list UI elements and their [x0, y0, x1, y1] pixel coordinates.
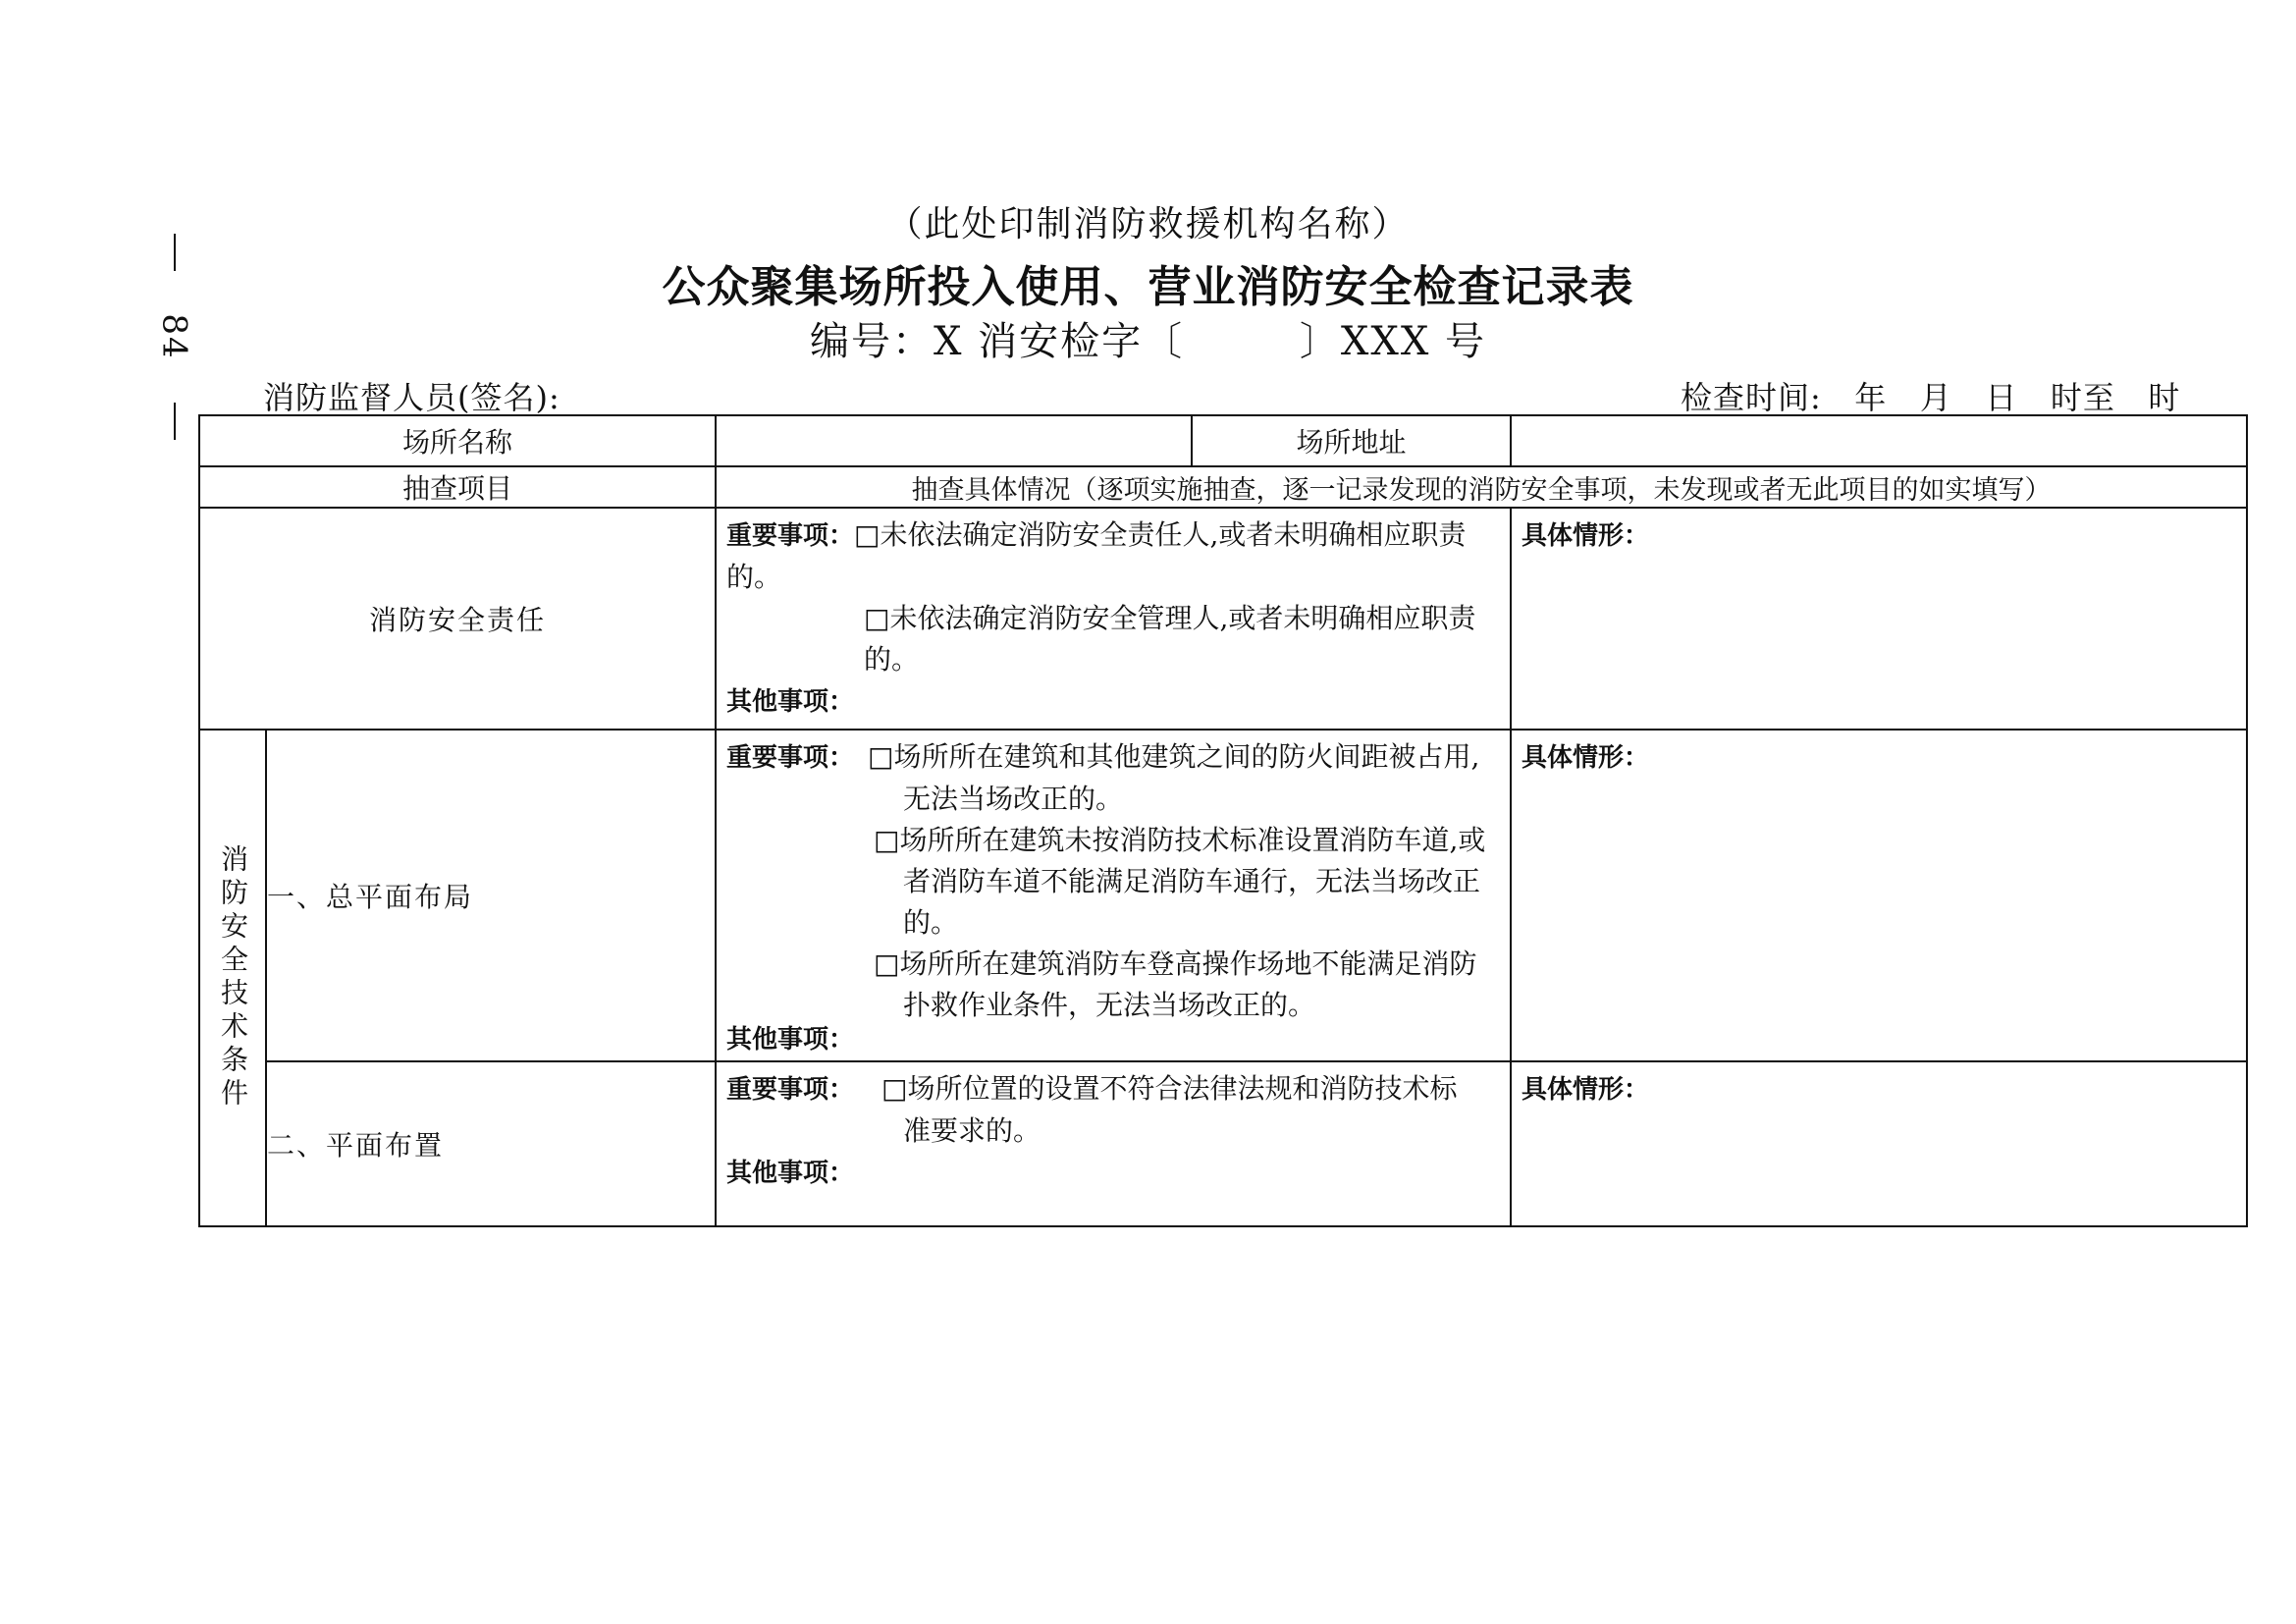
site-layout-findings-cell[interactable] [716, 730, 1511, 1061]
inspection-record-table [198, 414, 2248, 1227]
tech-group-label: 消防安全技术条件 [217, 844, 249, 1111]
floor-plan-specific-cell[interactable] [1511, 1061, 2247, 1226]
checkbox-item-cont: 的。 [903, 906, 959, 939]
check-time-label: 检查时间: 年 月 日 时至 时 [1681, 379, 2181, 416]
inspector-signature-label: 消防监督人员(签名): [263, 379, 561, 416]
page-number: 84 [154, 313, 194, 360]
checkbox-item[interactable]: □场所所在建筑未按消防技术标准设置消防车道,或 [874, 824, 1486, 856]
checkbox-item-cont: 无法当场改正的。 [903, 783, 1124, 815]
venue-name-label: 场所名称 [199, 415, 716, 466]
section-name-site-layout: 一、总平面布局 [266, 730, 716, 1061]
check-item-header: 抽查项目 [199, 466, 716, 508]
responsibility-findings-cell[interactable] [716, 508, 1511, 730]
venue-address-label: 场所地址 [1192, 415, 1511, 466]
section-name-responsibility: 消防安全责任 [199, 508, 716, 730]
checkbox-item[interactable]: □场所位置的设置不符合法律法规和消防技术标 [881, 1072, 1458, 1105]
venue-name-field[interactable] [716, 415, 1192, 466]
floor-plan-findings-cell[interactable] [716, 1061, 1511, 1226]
column-header-row [199, 466, 2247, 508]
checkbox-item-cont: 准要求的。 [903, 1114, 1041, 1147]
form-title: 公众聚集场所投入使用、营业消防安全检查记录表 [662, 262, 1634, 312]
section-row-site-layout [199, 730, 2247, 1061]
responsibility-specific-cell[interactable] [1511, 508, 2247, 730]
checkbox-item[interactable]: □未依法确定消防安全管理人,或者未明确相应职责的。 [864, 602, 1476, 676]
tech-group-cell [199, 730, 266, 1226]
checkbox-item[interactable]: □场所所在建筑和其他建筑之间的防火间距被占用, [868, 740, 1480, 773]
specific-label: 具体情形： [1522, 743, 1650, 773]
page-number-dash-bottom [174, 403, 176, 440]
check-detail-header: 抽查具体情况（逐项实施抽查，逐一记录发现的消防安全事项，未发现或者无此项目的如实填写） [716, 466, 2247, 508]
checkbox-item[interactable]: □场所所在建筑消防车登高操作场地不能满足消防 [874, 947, 1477, 980]
venue-row [199, 415, 2247, 466]
important-label: 重要事项： [726, 1075, 855, 1105]
specific-label: 具体情形： [1522, 521, 1650, 551]
specific-label: 具体情形： [1522, 1075, 1650, 1105]
venue-address-field[interactable] [1511, 415, 2247, 466]
checkbox-item[interactable]: □未依法确定消防安全责任人,或者未明确相应职责的。 [726, 518, 1467, 593]
site-layout-specific-cell[interactable] [1511, 730, 2247, 1061]
other-label: 其他事项： [726, 687, 855, 717]
section-row-responsibility [199, 508, 2247, 730]
checkbox-item-cont: 扑救作业条件，无法当场改正的。 [903, 989, 1316, 1021]
section-row-floor-plan [199, 1061, 2247, 1226]
agency-subtitle: （此处印制消防救援机构名称） [886, 204, 1410, 244]
important-label: 重要事项： [726, 743, 855, 773]
section-name-floor-plan: 二、平面布置 [266, 1061, 716, 1226]
important-label: 重要事项： [726, 521, 855, 551]
other-label: 其他事项： [726, 1025, 855, 1055]
checkbox-item-cont: 者消防车道不能满足消防车通行，无法当场改正 [903, 865, 1481, 897]
other-label: 其他事项： [726, 1159, 855, 1188]
document-number: 编号：X 消安检字〔 〕XXX 号 [809, 319, 1487, 364]
